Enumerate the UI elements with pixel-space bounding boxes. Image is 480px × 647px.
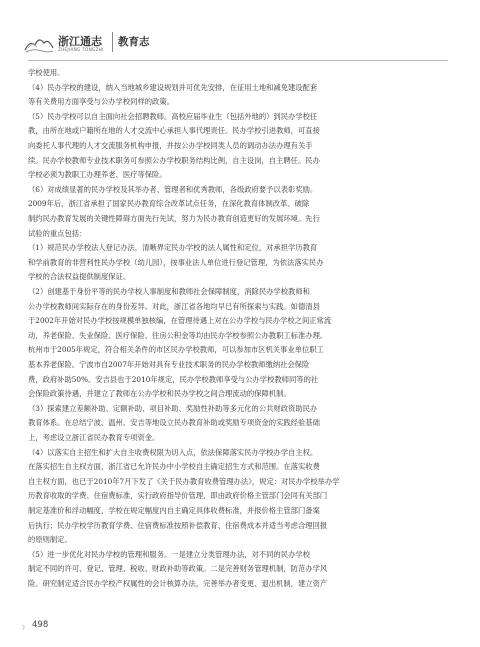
- page-header: [0, 0, 480, 64]
- text-line: 后执行；民办学校学历教育学费、住宿费标准按照补偿教育、住宿费成本并适当考虑合理回报: [28, 520, 328, 530]
- text-line: 于2002年开始对民办学校按规模单独核编，在管理待遇上对在公办学校与民办学校之间正常流: [28, 316, 332, 326]
- text-line: 和学前教育的非营利性民办学校（幼儿园），按事业法人单位进行登记管理，为依法落实民办: [28, 257, 324, 267]
- landscape-logo-icon: [24, 32, 54, 54]
- text-line: （3）探索建立差额补助、定额补助、项目补助、奖励性补助等多元化的公共财政资助民办: [28, 403, 318, 413]
- text-line: 等有关费用方面享受与公办学校同样的政策。: [28, 97, 174, 107]
- logo-subtitle: ZHEJIANG TONGZHI: [58, 47, 104, 52]
- text-line: 制定基准价和浮动幅度，学校在规定幅度内自主确定具体收费标准，并报价格主管部门备案: [28, 506, 320, 515]
- text-line: 的原则制定。: [28, 535, 72, 545]
- text-line: 向委托人事代理的人才交流服务机构申报，并按公办学校同类人员的调动办法办理有关手: [28, 141, 313, 150]
- text-line: 自主权方面，也已于2010年7月下发了《关于民办教育收费管理办法》，规定：对民办学校举办学: [28, 476, 340, 486]
- text-line: （1）规范民办学校法人登记办法，清晰界定民办学校的法人属性和定位，对承担学历教育: [28, 243, 318, 253]
- text-line: 试验的重点包括：: [28, 228, 87, 238]
- text-line: （5）进一步优化对民办学校的管理和服务。一是建立分类管理办法，对不同的民办学校: [28, 549, 310, 559]
- text-line: 学校必须为教职工办理养老、医疗等保险。: [28, 170, 167, 180]
- text-line: 制约民办教育发展的关键性障碍方面先行先试，努力为民办教育创造更好的发展环境。先行: [28, 214, 320, 223]
- header-divider: [112, 32, 113, 52]
- text-line: 教，由所在地或户籍所在地的人才交流中心承担人事代理责任。民办学校引进教师，可直接: [28, 126, 320, 136]
- text-line: 学校的合法权益提供制度保证。: [28, 272, 131, 282]
- text-line: 险。研究制定适合民办学校产权属性的会计核算办法，完善举办者变更、退出机制，建立资产: [28, 579, 328, 588]
- text-line: 2009年后，浙江省承担了国家民办教育综合改革试点任务，在深化教育体制改革、破除: [28, 199, 310, 209]
- text-line: 学校使用。: [28, 68, 65, 77]
- page-number: 498: [32, 620, 49, 630]
- text-line: 动，养老保险、失业保险、医疗保险、住房公积金等均由民办学校参照公办教职工标准办理。: [28, 330, 328, 340]
- text-line: （6）对成绩显著的民办学校及其举办者、管理者和优秀教师，各级政府要予以表彰奖励。: [28, 184, 318, 194]
- publication-logo: [22, 30, 114, 56]
- text-line: 会保险政策待遇，并建立了教师在公办学校和民办学校之间合理流动的保障机制。: [28, 389, 291, 399]
- text-line: （2）创建基于身份平等的民办学校人事制度和教师社会保障制度，消除民办学校教师和: [28, 287, 310, 296]
- text-line: 公办学校教师间实际存在的身份差异。对此，浙江省各地均早已有所探索与实践。如德清县: [28, 301, 320, 311]
- logo-title: 浙江通志: [58, 35, 102, 48]
- text-line: 基本养老保险。宁波市自2007年开始对具有专业技术职务的民办学校教师缴纳社会保险: [28, 360, 310, 369]
- text-line: （5）民办学校可以自主面向社会招聘教师。高校应届毕业生（包括外地的）到民办学校任: [28, 111, 318, 121]
- text-line: 上，考虑设立浙江省民办教育专项资金。: [28, 433, 160, 442]
- text-line: 教育体系。在总结宁波、温州、安吉等地设立民办教育补助或奖励专项资金的实践经验基础: [28, 418, 320, 428]
- text-line: 制定不同的许可、登记、管理、税收、财政补助等政策。二是完善财务管理机制，防范办学风: [28, 564, 328, 574]
- header-rule: [28, 60, 448, 61]
- section-title: 教育志: [118, 36, 150, 48]
- text-line: （4）以落实自主招生和扩大自主收费权限为切入点，依法保障落实民办学校办学自主权。: [28, 447, 318, 457]
- text-line: 续。民办学校教师专业技术职务可参照公办学校职务结构比例，自主设岗，自主聘任。民办: [28, 155, 320, 165]
- text-line: 历教育收取的学费、住宿费标准，实行政府指导价管理，即由政府价格主管部门会同有关部门: [28, 491, 328, 501]
- text-line: 费，政府补助50%。安吉县也于2010年规定，民办学校教师享受与公办学校教师同等的社: [28, 374, 319, 384]
- text-line: 在落实招生自主权方面，浙江省已允许民办中小学校自主确定招生方式和范围。在落实收费: [28, 462, 320, 472]
- footer-marker-icon: 》: [22, 625, 29, 632]
- text-line: （4）民办学校的建设，纳入当地城乡建设规划并可优先安排，在征用土地和减免建设配套: [28, 82, 318, 92]
- text-line: 杭州市于2005年规定，符合相关条件的市区民办学校教师，可以参加市区机关事业单位职工: [28, 345, 324, 355]
